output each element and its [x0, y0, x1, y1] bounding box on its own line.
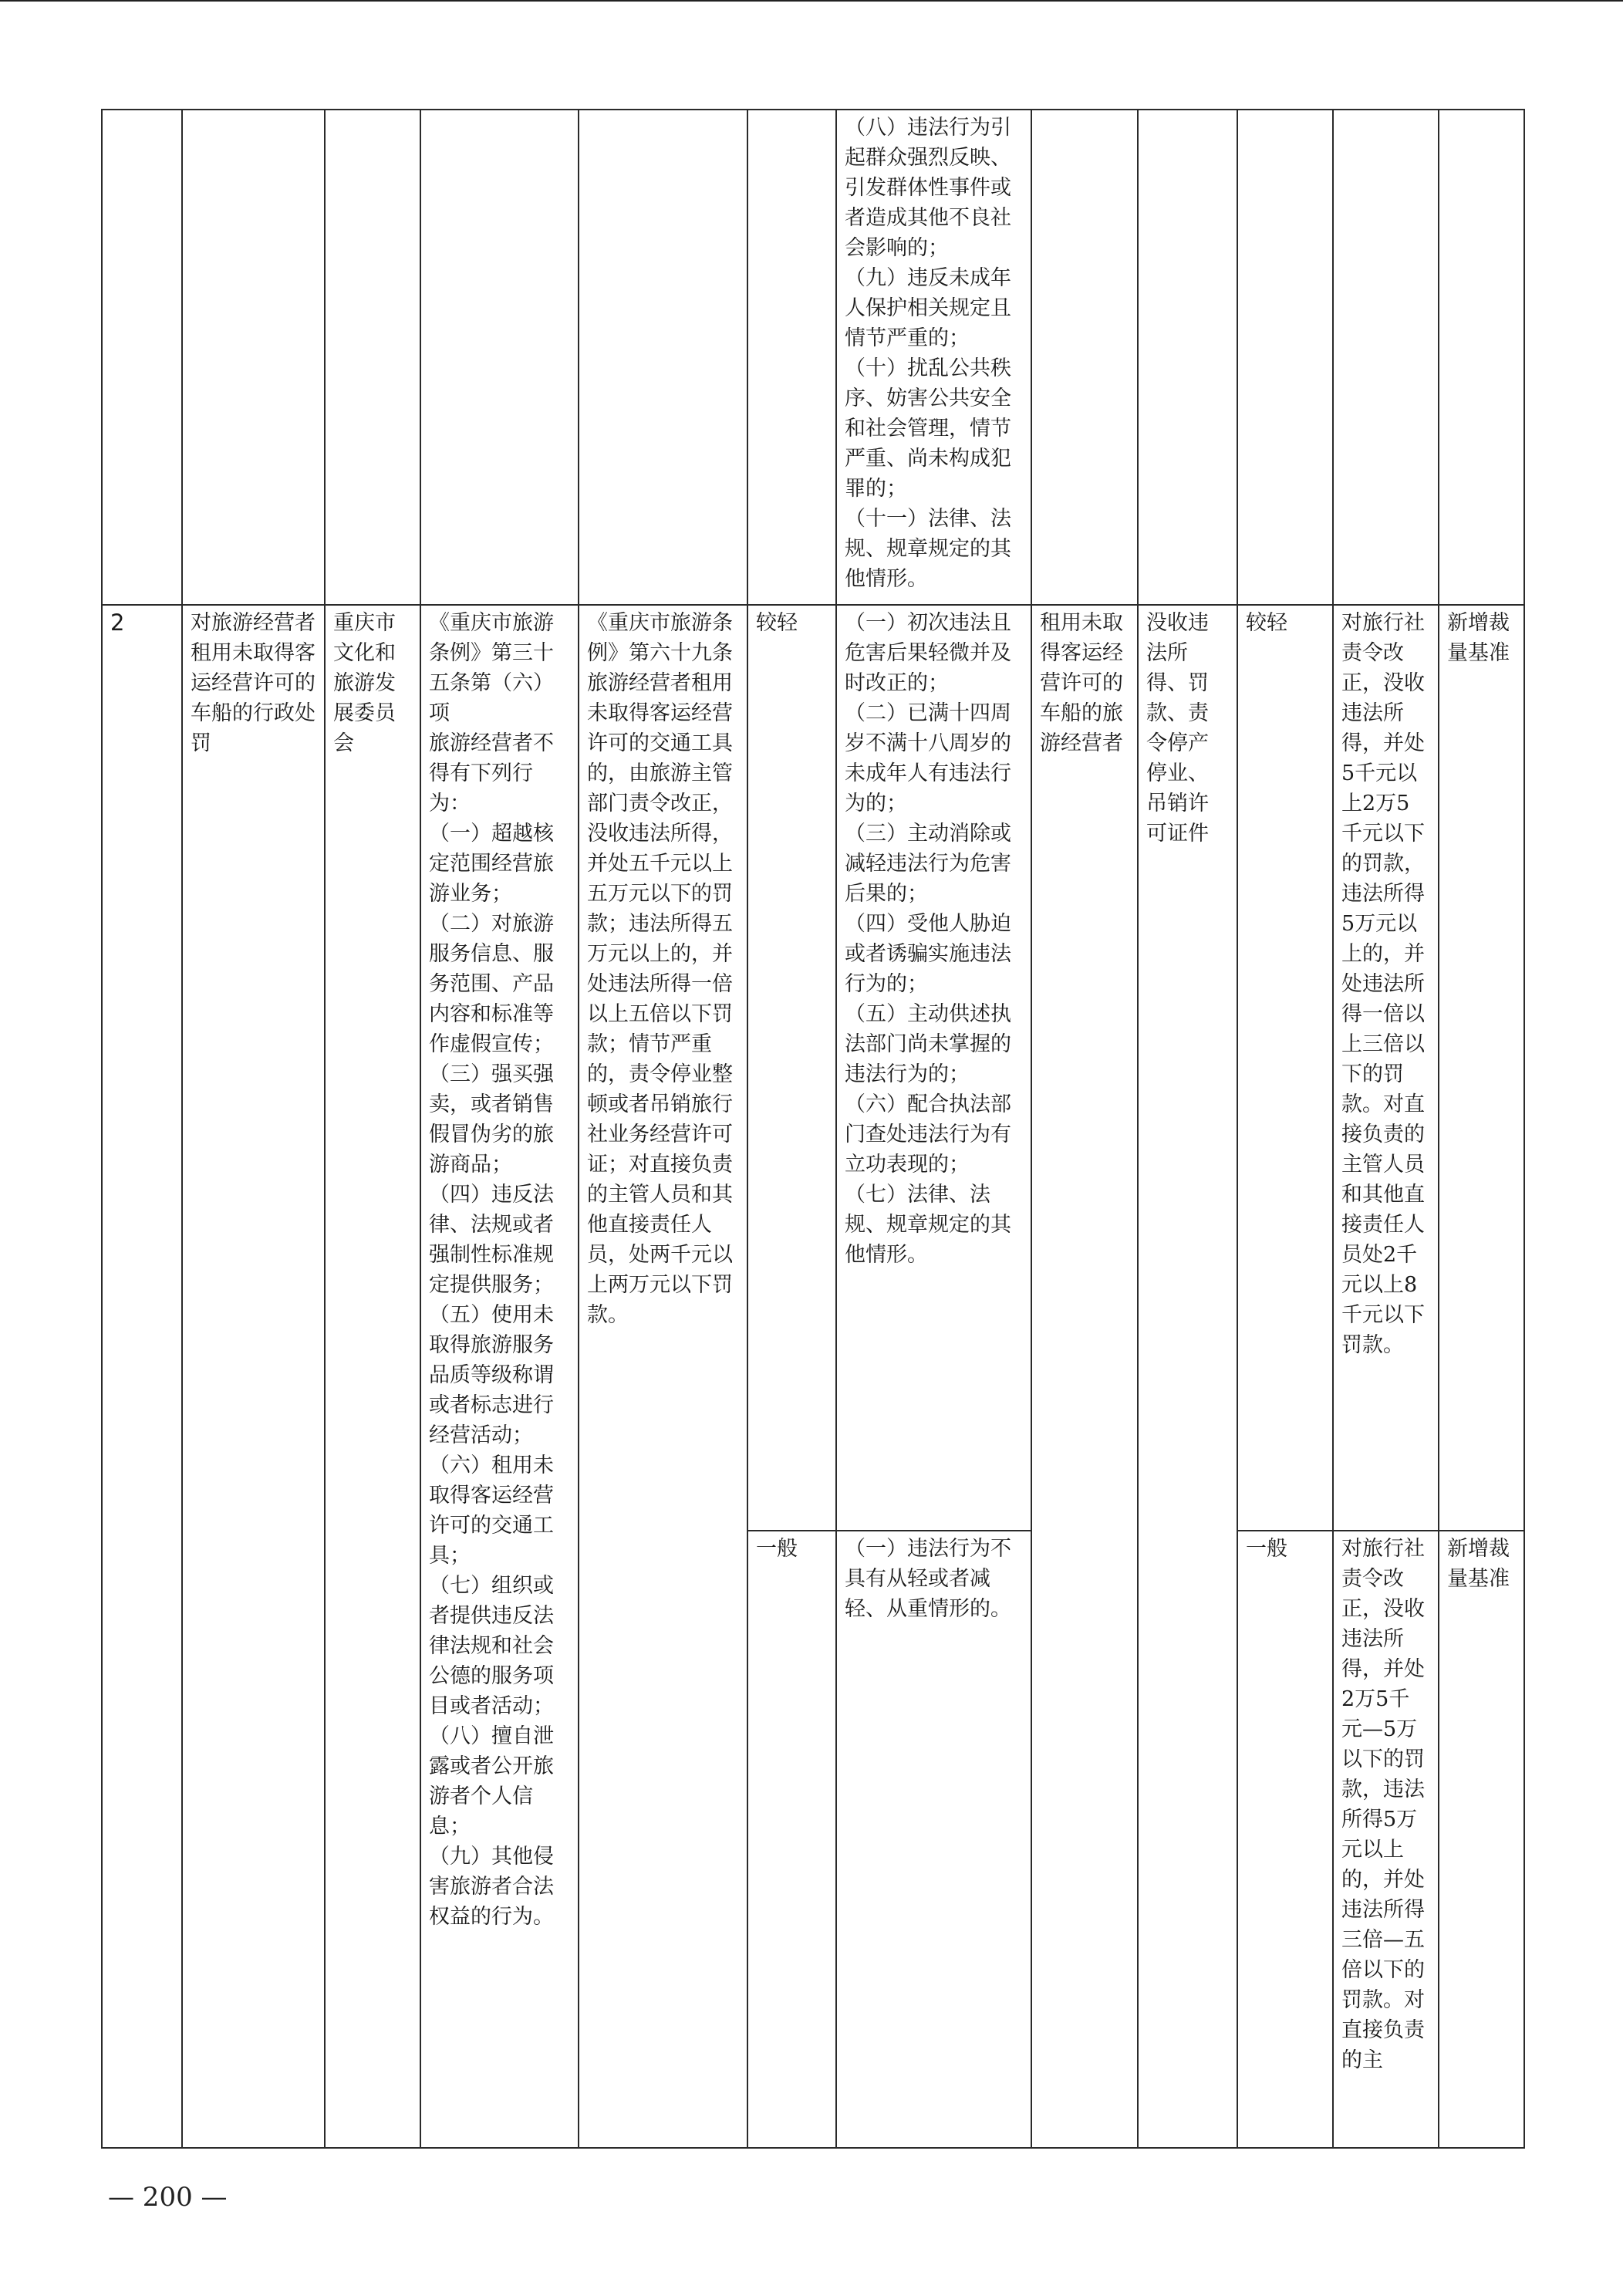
penalty-kinds-cell: 没收违法所得、罚款、责令停产停业、吊销许可证件 [1138, 605, 1237, 2148]
circumstances-cell-lighter: （一）初次违法且危害后果轻微并及时改正的； （二）已满十四周岁不满十八周岁的未成年人有违法行为的； （三）主动消除或减轻违法行为危害后果的； （四）受他人胁迫或者诱骗实施违法行为的； （五）主动供述执法部门尚未掌握的违法行为的； （六）配合执法部门查处违法行为有立功表现的； （七）法律、法规、规章规定的其他情形。 [836, 605, 1031, 1531]
cont-degree-cell [747, 110, 836, 605]
degree2-cell-lighter: 较轻 [1237, 605, 1333, 1531]
degree-cell-lighter: 较轻 [747, 605, 836, 1531]
degree-cell-general: 一般 [747, 1531, 836, 2148]
cont-penalty-kinds-cell [1138, 110, 1237, 605]
cont-note-cell [1439, 110, 1524, 605]
violation-type-cell: 租用未取得客运经营许可的车船的旅游经营者 [1031, 605, 1138, 2148]
penalty-discretion-table [101, 109, 1525, 2149]
penalty-basis-cell: 《重庆市旅游条例》第六十九条 旅游经营者租用未取得客运经营许可的交通工具的，由旅游主管部门责令改正，没收违法所得，并处五千元以上五万元以下的罚款；违法所得五万元以上的，并处违法所得一倍以上五倍以下罚款；情节严重的，责令停业整顿或者吊销旅行社业务经营许可证；对直接负责的主管人员和其他直接责任人员，处两千元以上两万元以下罚款。 [579, 605, 747, 2148]
cont-degree2-cell [1237, 110, 1333, 605]
cont-number-cell [102, 110, 182, 605]
circumstances-cell-general: （一）违法行为不具有从轻或者减轻、从重情形的。 [836, 1531, 1031, 2148]
degree2-cell-general: 一般 [1237, 1531, 1333, 2148]
item-number-cell: 2 [102, 605, 182, 2148]
cont-department-cell [325, 110, 420, 605]
violation-basis-cell: 《重庆市旅游条例》第三十五条第（六）项 旅游经营者不得有下列行为： （一）超越核定范围经营旅游业务； （二）对旅游服务信息、服务范围、产品内容和标准等作虚假宣传； （三）强买强卖，或者销售假冒伪劣的旅游商品； （四）违反法律、法规或者强制性标准规定提供服务； （五）使用未取得旅游服务品质等级称谓或者标志进行经营活动； （六）租用未取得客运经营许可的交通工具； （七）组织或者提供违反法律法规和社会公德的服务项目或者活动； （八）擅自泄露或者公开旅游者个人信息； （九）其他侵害旅游者合法权益的行为。 [420, 605, 579, 2148]
cont-standard-cell [1333, 110, 1439, 605]
cont-penalty-basis-cell [579, 110, 747, 605]
page-top-border [0, 0, 1623, 2]
matter-cell: 对旅游经营者租用未取得客运经营许可的车船的行政处罚 [182, 605, 325, 2148]
note-cell-general: 新增裁量基准 [1439, 1531, 1524, 2148]
cont-circumstances-cell: （八）违法行为引起群众强烈反映、引发群体性事件或者造成其他不良社会影响的； （九）违反未成年人保护相关规定且情节严重的； （十）扰乱公共秩序、妨害公共安全和社会管理，情节严重、尚未构成犯罪的； （十一）法律、法规、规章规定的其他情形。 [836, 110, 1031, 605]
cont-violation-basis-cell [420, 110, 579, 605]
standard-cell-lighter: 对旅行社责令改正，没收违法所得，并处5千元以上2万5千元以下的罚款，违法所得5万元以上的，并处违法所得一倍以上三倍以下的罚款。对直接负责的主管人员和其他直接责任人员处2千元以上8千元以下罚款。 [1333, 605, 1439, 1531]
page-number: — 200 — [108, 2182, 228, 2213]
item-row-lighter [102, 605, 1524, 1531]
cont-matter-cell [182, 110, 325, 605]
continued-row [102, 110, 1524, 605]
note-cell-lighter: 新增裁量基准 [1439, 605, 1524, 1531]
cont-violation-type-cell [1031, 110, 1138, 605]
standard-cell-general: 对旅行社责令改正，没收违法所得，并处2万5千元—5万以下的罚款，违法所得5万元以上的，并处违法所得三倍—五倍以下的罚款。对直接负责的主 [1333, 1531, 1439, 2148]
department-cell: 重庆市文化和旅游发展委员会 [325, 605, 420, 2148]
